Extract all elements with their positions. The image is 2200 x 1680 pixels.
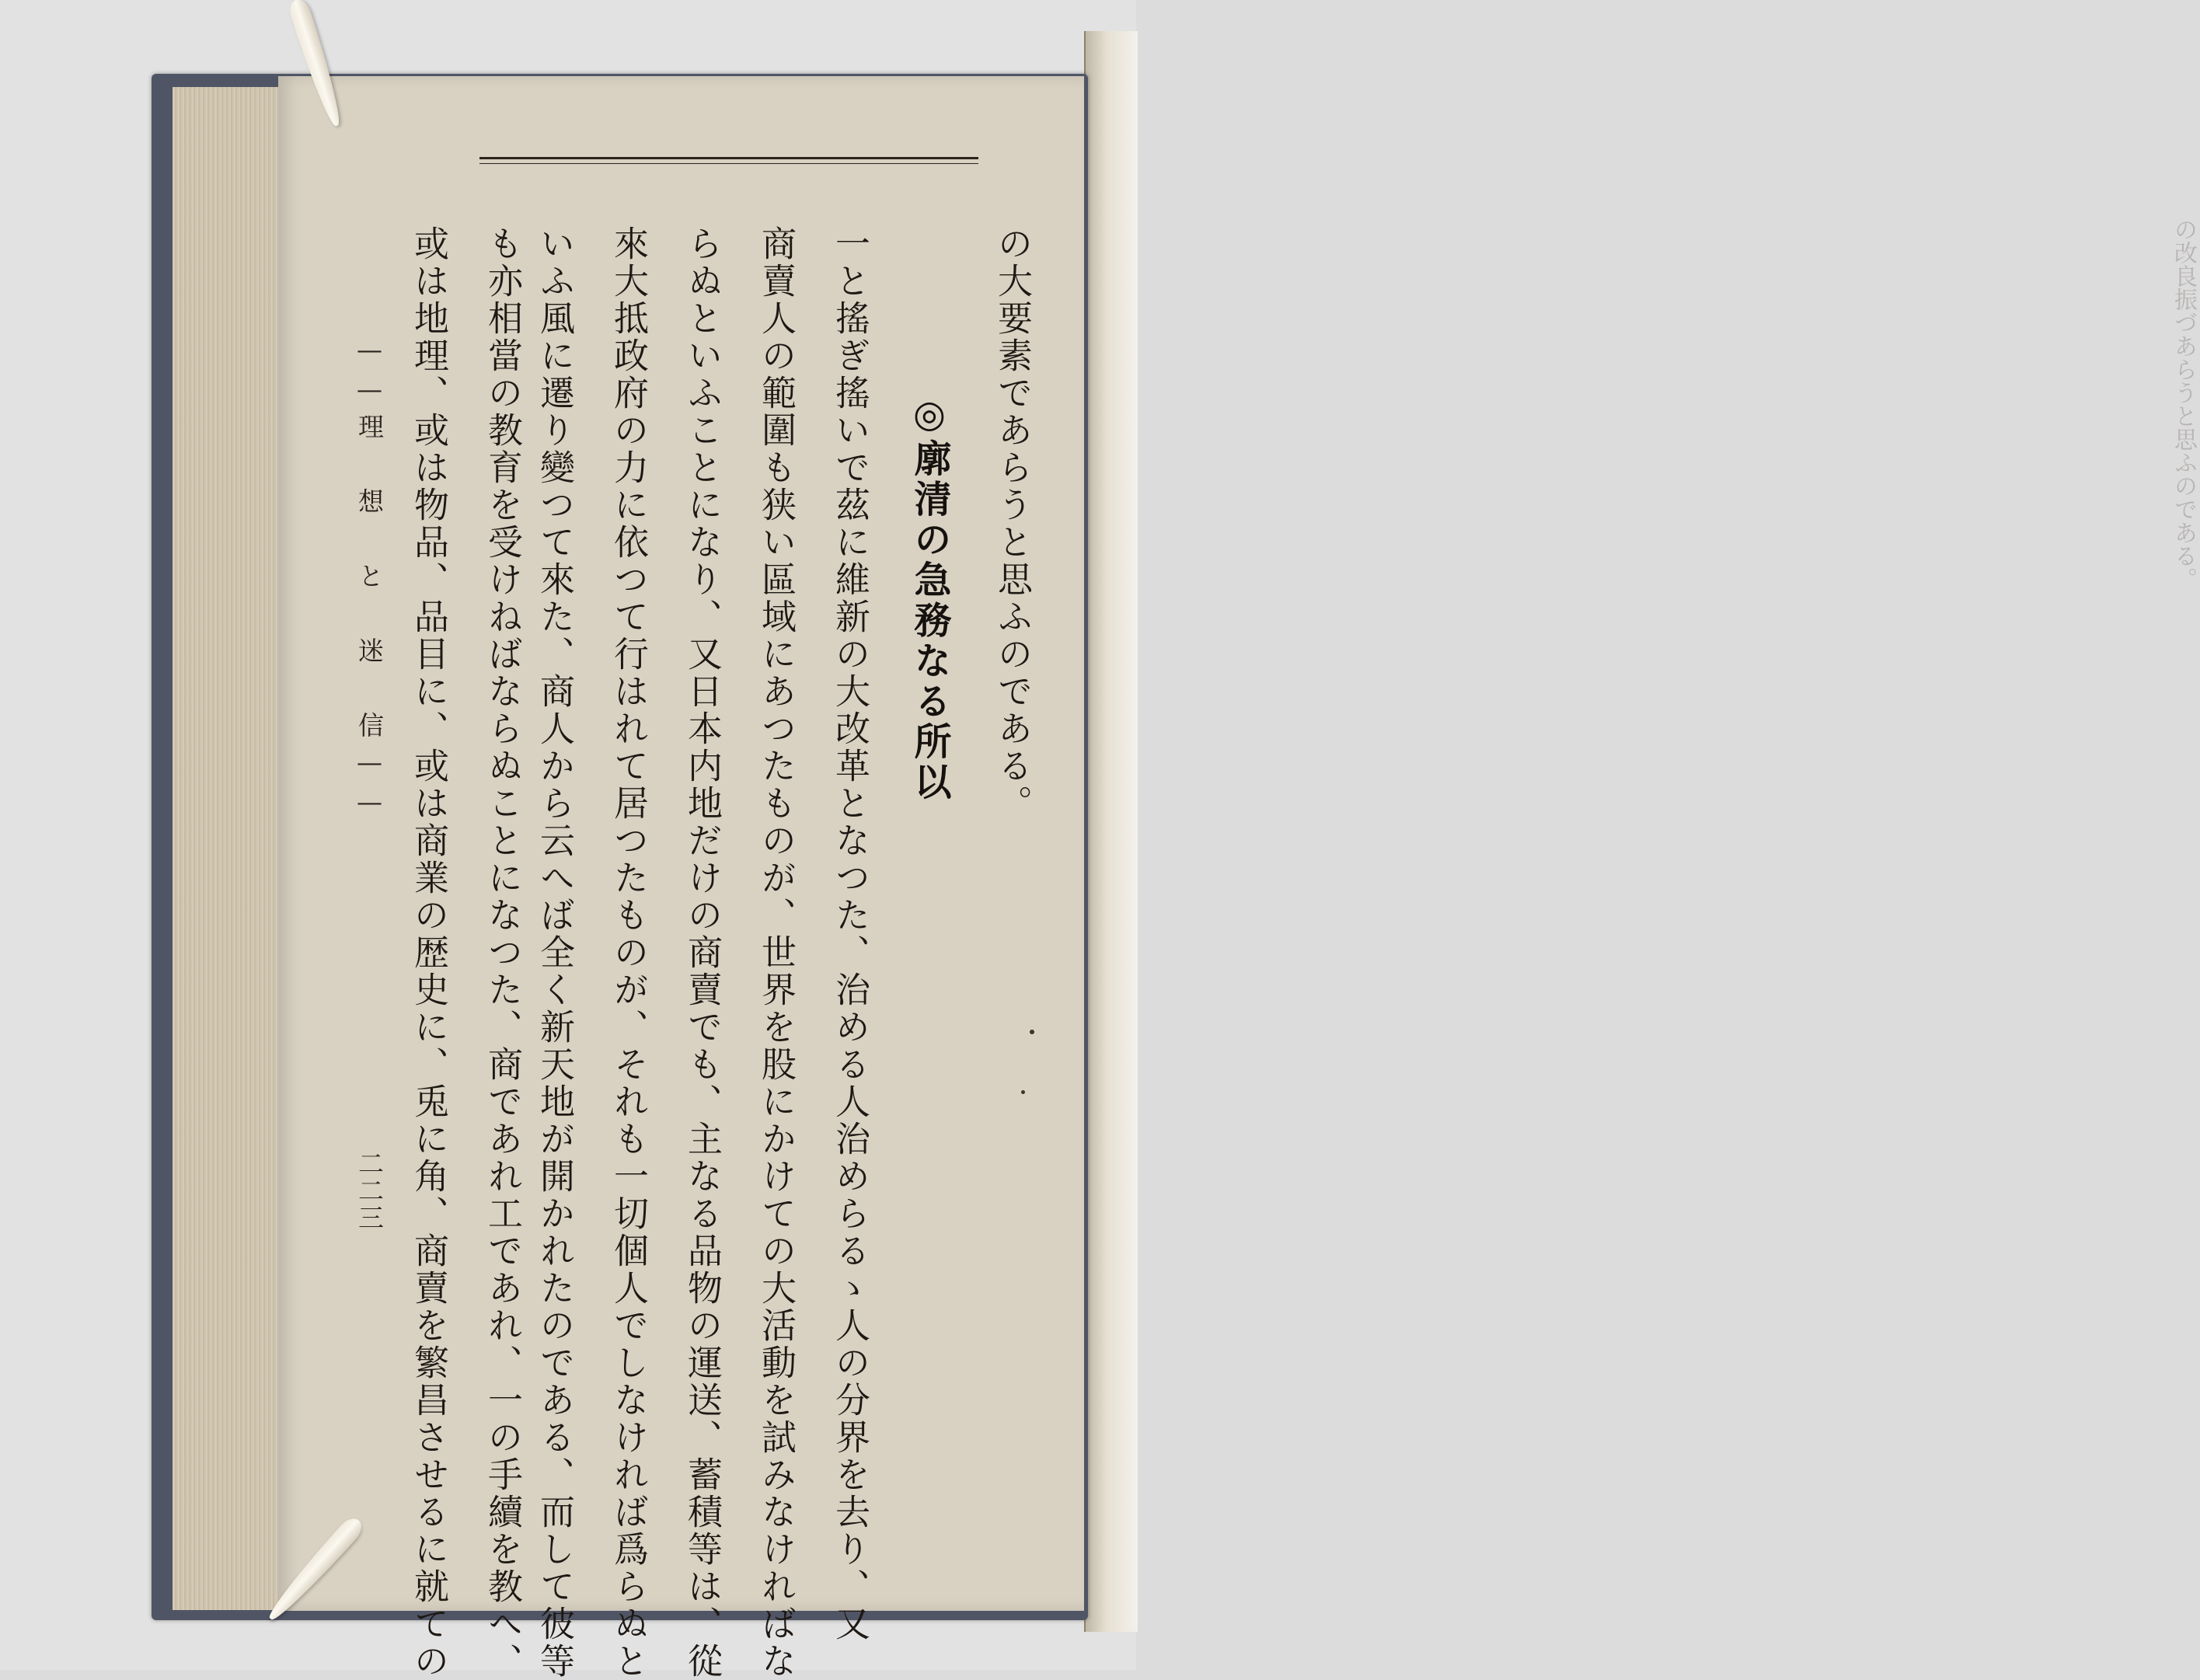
text-column-4: らぬといふことになり、又日本内地だけの商賣でも、主なる品物の運送、蓄積等は、從 — [682, 225, 723, 1680]
text-column-2: 一と搖ぎ搖いで茲に維新の大改革となつた、治める人治めらるゝ人の分界を去り、又 — [829, 225, 870, 1643]
text-column-6: いふ風に遷り變つて來た、商人から云へば全く新天地が開かれたのである、而して彼等 — [534, 225, 575, 1680]
text-column-7: も亦相當の教育を受けねばならぬことになつた、商であれ工であれ、一の手續を教へ、 — [482, 225, 523, 1680]
ink-speck — [1021, 1090, 1025, 1094]
text-column-8: 或は地理、或は物品、品目に、或は商業の歴史に、兎に角、商賣を繁昌させるに就ての — [408, 225, 449, 1680]
text-column-5: 來大抵政府の力に依つて行はれて居つたものが、それも一切個人でしなければ爲らぬと — [608, 225, 649, 1680]
ink-speck — [1030, 1030, 1034, 1034]
section-heading: ◎廓清の急務なる所以 — [908, 392, 951, 803]
show-through-text: の改良振づあらうと思ふのである。 — [2170, 218, 2197, 591]
top-rule-thick — [479, 157, 978, 159]
top-rule-thin — [479, 163, 978, 164]
page-number: 二二三 — [354, 1150, 385, 1232]
facing-page-edge — [1084, 31, 2197, 1632]
text-column-1: の大要素であらうと思ふのである。 — [992, 225, 1033, 822]
page-block-edge — [173, 87, 281, 1610]
text-column-3: 商賣人の範圍も狭い區域にあつたものが、世界を股にかけての大活動を試みなければな — [755, 225, 797, 1680]
running-head: ——理 想 と 迷 信—— — [354, 334, 385, 826]
